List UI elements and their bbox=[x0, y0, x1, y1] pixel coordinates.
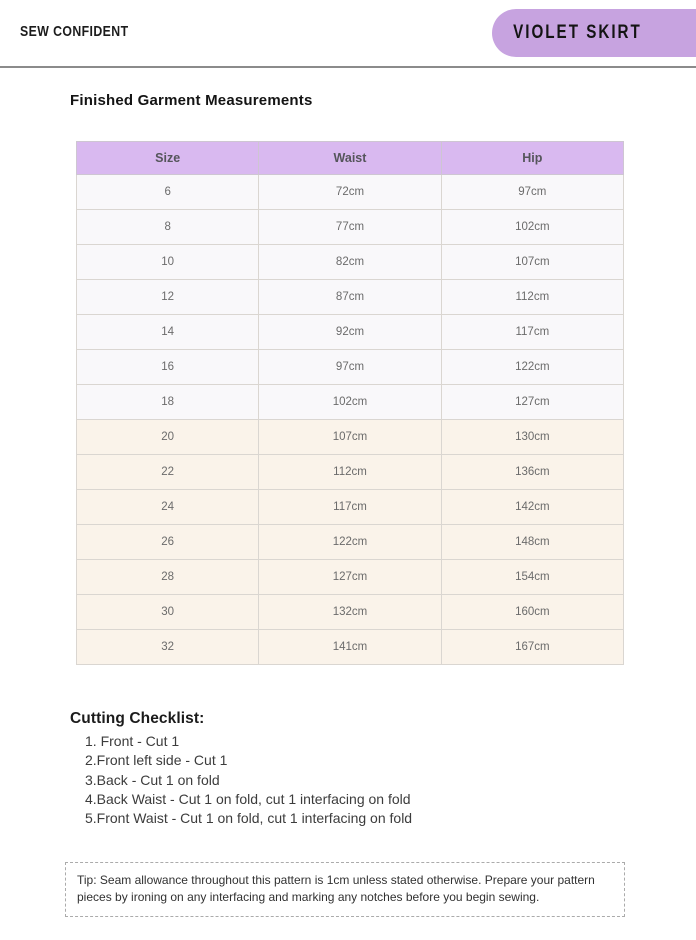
checklist-item: 5.Front Waist - Cut 1 on fold, cut 1 interfacing on fold bbox=[85, 810, 413, 827]
size-cell: 10 bbox=[77, 245, 259, 280]
checklist-item: 1. Front - Cut 1 bbox=[85, 733, 180, 749]
waist-cell: 127cm bbox=[259, 560, 441, 595]
page-title: Finished Garment Measurements bbox=[70, 92, 313, 109]
pattern-name-label: VIOLET SKIRT bbox=[512, 22, 642, 43]
size-cell: 26 bbox=[77, 525, 259, 560]
waist-cell: 107cm bbox=[259, 420, 441, 455]
hip-cell: 127cm bbox=[441, 385, 623, 420]
hip-cell: 102cm bbox=[441, 210, 623, 245]
cutting-checklist-items bbox=[70, 732, 412, 828]
tip-text: Tip: Seam allowance throughout this pattern is 1cm unless stated otherwise. Prepare your pattern pieces by ironing on any interfacing and marking any notches before you begin sewing. bbox=[77, 873, 595, 904]
table-row bbox=[77, 595, 624, 630]
pattern-name-pill bbox=[492, 9, 696, 57]
hip-cell: 117cm bbox=[441, 315, 623, 350]
measurements-table bbox=[76, 141, 624, 665]
table-row bbox=[77, 245, 624, 280]
hip-cell: 97cm bbox=[441, 175, 623, 210]
waist-cell: 112cm bbox=[259, 455, 441, 490]
hip-cell: 107cm bbox=[441, 245, 623, 280]
waist-cell: 141cm bbox=[259, 630, 441, 665]
table-row bbox=[77, 420, 624, 455]
table-row bbox=[77, 280, 624, 315]
hip-cell: 160cm bbox=[441, 595, 623, 630]
waist-cell: 132cm bbox=[259, 595, 441, 630]
table-row bbox=[77, 455, 624, 490]
size-cell: 20 bbox=[77, 420, 259, 455]
cutting-checklist bbox=[70, 710, 412, 828]
waist-cell: 122cm bbox=[259, 525, 441, 560]
hip-cell: 167cm bbox=[441, 630, 623, 665]
waist-cell: 82cm bbox=[259, 245, 441, 280]
size-cell: 24 bbox=[77, 490, 259, 525]
waist-cell: 117cm bbox=[259, 490, 441, 525]
size-cell: 16 bbox=[77, 350, 259, 385]
hip-cell: 130cm bbox=[441, 420, 623, 455]
size-cell: 28 bbox=[77, 560, 259, 595]
tip-box bbox=[65, 862, 625, 917]
size-cell: 12 bbox=[77, 280, 259, 315]
table-row bbox=[77, 525, 624, 560]
size-cell: 32 bbox=[77, 630, 259, 665]
table-row bbox=[77, 560, 624, 595]
cutting-checklist-heading: Cutting Checklist: bbox=[70, 710, 205, 727]
table-row bbox=[77, 490, 624, 525]
table-row bbox=[77, 210, 624, 245]
hip-cell: 142cm bbox=[441, 490, 623, 525]
hip-cell: 154cm bbox=[441, 560, 623, 595]
header-divider bbox=[0, 66, 696, 68]
table-row bbox=[77, 350, 624, 385]
table-row bbox=[77, 385, 624, 420]
size-cell: 8 bbox=[77, 210, 259, 245]
hip-cell: 122cm bbox=[441, 350, 623, 385]
size-cell: 22 bbox=[77, 455, 259, 490]
header-cell-size: Size bbox=[77, 142, 259, 175]
checklist-item: 3.Back - Cut 1 on fold bbox=[85, 771, 220, 788]
hip-cell: 112cm bbox=[441, 280, 623, 315]
waist-cell: 97cm bbox=[259, 350, 441, 385]
table-row bbox=[77, 630, 624, 665]
waist-cell: 92cm bbox=[259, 315, 441, 350]
checklist-item: 2.Front left side - Cut 1 bbox=[85, 752, 228, 769]
measurements-table-body bbox=[77, 175, 624, 665]
hip-cell: 136cm bbox=[441, 455, 623, 490]
size-cell: 30 bbox=[77, 595, 259, 630]
table-row bbox=[77, 175, 624, 210]
waist-cell: 72cm bbox=[259, 175, 441, 210]
checklist-item: 4.Back Waist - Cut 1 on fold, cut 1 interfacing on fold bbox=[85, 790, 411, 807]
table-row bbox=[77, 315, 624, 350]
waist-cell: 87cm bbox=[259, 280, 441, 315]
size-cell: 18 bbox=[77, 385, 259, 420]
waist-cell: 102cm bbox=[259, 385, 441, 420]
size-cell: 14 bbox=[77, 315, 259, 350]
brand-logo: SEW CONFIDENT bbox=[20, 23, 129, 40]
hip-cell: 148cm bbox=[441, 525, 623, 560]
table-header-row bbox=[77, 142, 624, 175]
header-cell-hip: Hip bbox=[441, 142, 623, 175]
waist-cell: 77cm bbox=[259, 210, 441, 245]
measurements-table-container bbox=[76, 141, 624, 665]
header-cell-waist: Waist bbox=[259, 142, 441, 175]
size-cell: 6 bbox=[77, 175, 259, 210]
